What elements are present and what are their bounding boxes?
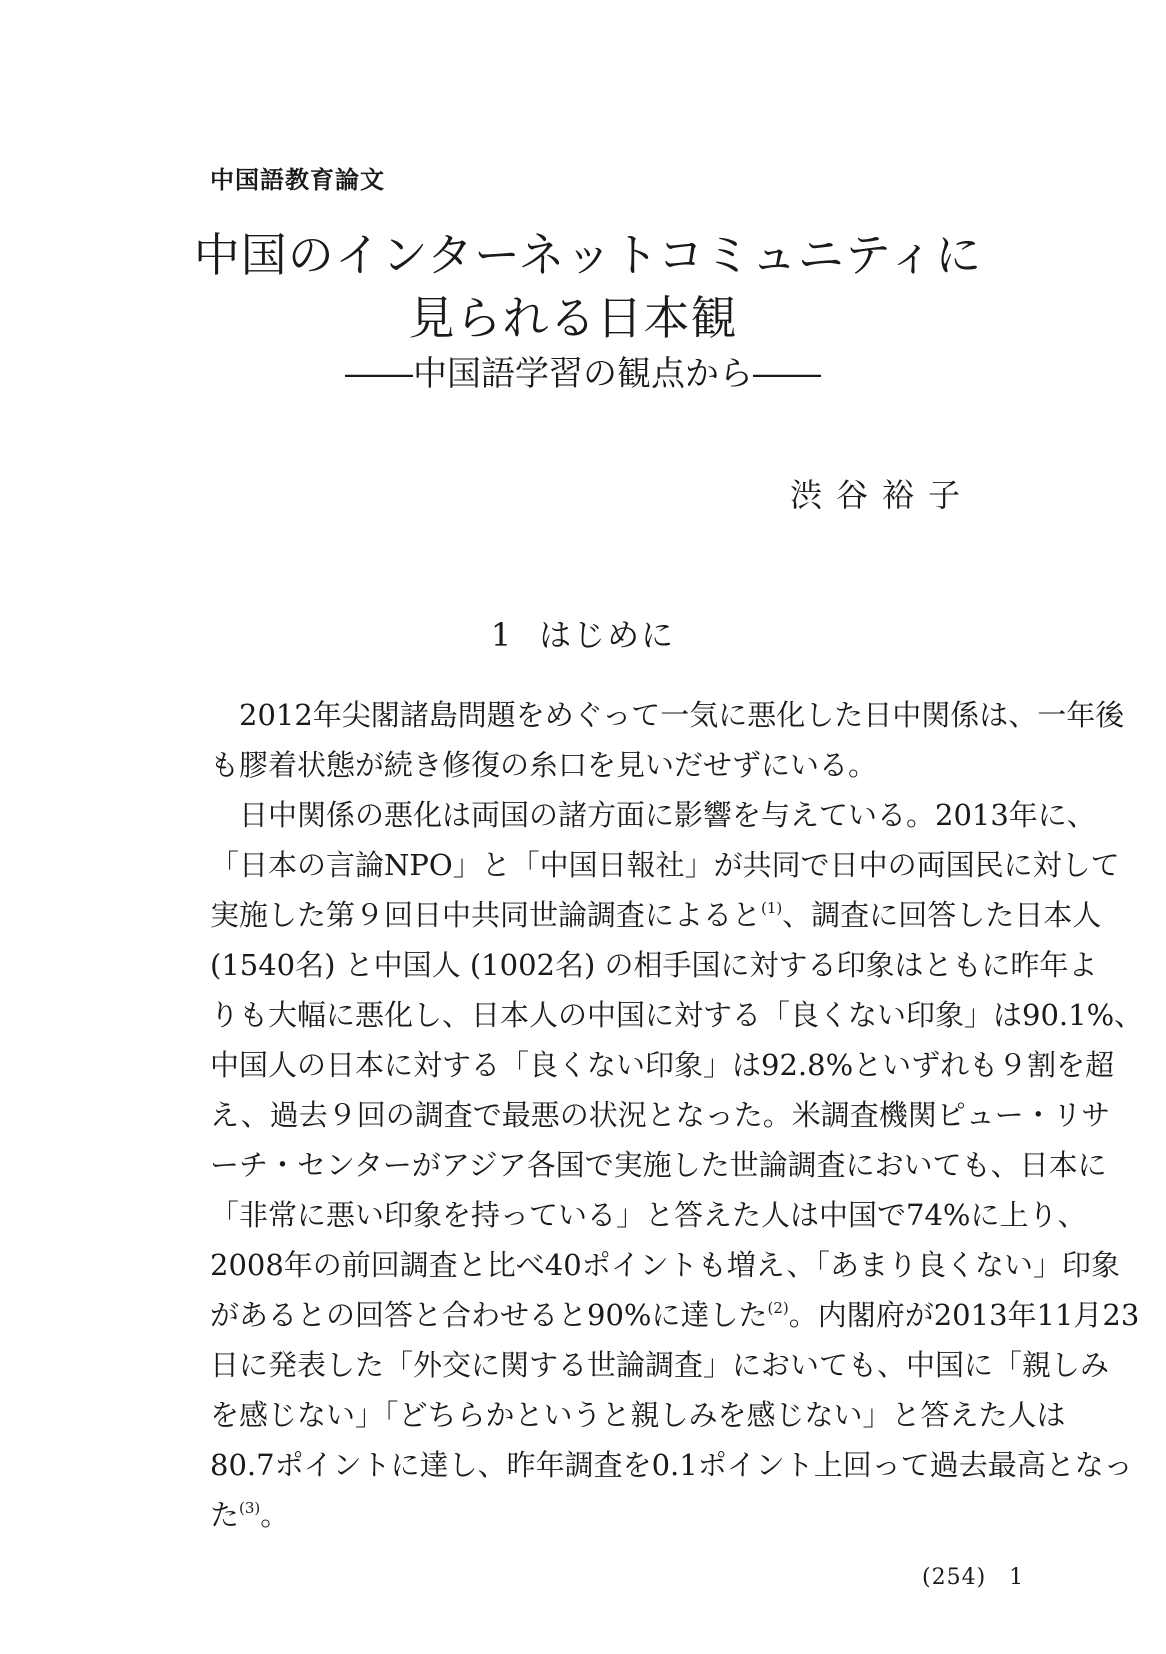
- body-line: 日中関係の悪化は両国の諸方面に影響を与えている。2013年に、: [239, 798, 1096, 832]
- body-line: りも大幅に悪化し、日本人の中国に対する「良くない印象」は90.1%、: [210, 998, 1144, 1032]
- section-title: はじめに: [539, 616, 676, 654]
- body-line: 80.7ポイントに達し、昨年調査を0.1ポイント上回って過去最高となっ: [210, 1448, 1133, 1482]
- footnote-ref: (3): [239, 1499, 261, 1517]
- article-category: 中国語教育論文: [210, 166, 385, 194]
- body-line: [210, 1490, 1000, 1540]
- title-line-1: 中国のインターネットコミュニティに: [193, 228, 983, 282]
- subtitle: ――中国語学習の観点から――: [345, 354, 821, 394]
- body-text-span: 、調査に回答した日本人: [782, 898, 1102, 932]
- body-text-span: 。: [260, 1498, 290, 1532]
- footnote-ref: (2): [767, 1299, 789, 1317]
- body-line: え、過去９回の調査で最悪の状況となった。米調査機関ピュー・リサ: [210, 1098, 1111, 1132]
- body-line: 日に発表した「外交に関する世論調査」においても、中国に「親しみ: [210, 1348, 1110, 1382]
- body-line: [210, 1290, 1140, 1340]
- title-line-2: 見られる日本観: [408, 291, 738, 345]
- body-line: 「非常に悪い印象を持っている」と答えた人は中国で74%に上り、: [210, 1198, 1087, 1232]
- body-text: [210, 690, 1144, 1540]
- body-text-span: 。内閣府が2013年11月23: [788, 1298, 1140, 1332]
- section-heading: [0, 610, 1166, 656]
- body-line: 2012年尖閣諸島問題をめぐって一気に悪化した日中関係は、一年後: [239, 698, 1125, 732]
- body-line: も膠着状態が続き修復の糸口を見いだせずにいる。: [210, 748, 878, 782]
- body-line: [210, 890, 1102, 940]
- body-line: 「日本の言論NPO」と「中国日報社」が共同で日中の両国民に対して: [210, 848, 1120, 882]
- section-number: 1: [490, 616, 514, 654]
- body-text-span: があるとの回答と合わせると90%に達した: [210, 1298, 768, 1332]
- body-line: (1540名) と中国人 (1002名) の相手国に対する印象はともに昨年よ: [210, 948, 1098, 982]
- body-text-span: 実施した第９回日中共同世論調査によると: [210, 898, 762, 932]
- footnote-ref: (1): [761, 899, 783, 917]
- author-name: 渋谷裕子: [790, 476, 975, 514]
- page-number: (254) 1: [922, 1565, 1025, 1590]
- body-line: 2008年の前回調査と比べ40ポイントも増え、「あまり良くない」印象: [210, 1248, 1120, 1282]
- body-line: 中国人の日本に対する「良くない印象」は92.8%といずれも９割を超: [210, 1048, 1115, 1082]
- body-line: を感じない」「どちらかというと親しみを感じない」と答えた人は: [210, 1398, 1066, 1432]
- body-text-span: た: [210, 1498, 240, 1532]
- body-line: ーチ・センターがアジア各国で実施した世論調査においても、日本に: [210, 1148, 1107, 1182]
